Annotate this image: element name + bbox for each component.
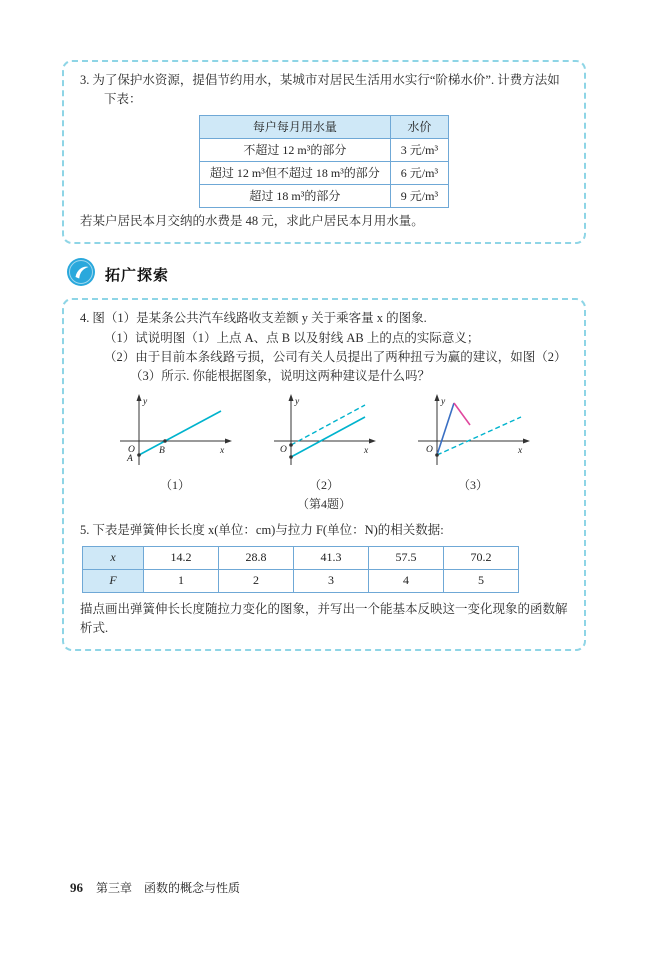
- x-axis-arrow-icon: [225, 438, 232, 443]
- axis-label-y: y: [143, 396, 148, 407]
- x-value-cell: 41.3: [294, 546, 369, 569]
- exercise-box: [62, 60, 586, 244]
- graphs-row: [80, 391, 568, 493]
- problem-4-sub2-cont: 你能根据图象，说明这两种建议是什么吗？: [192, 369, 431, 384]
- price-cell: 9 元/m³: [390, 184, 448, 207]
- original-line-dashed: [437, 417, 521, 455]
- y-axis-arrow-icon: [289, 394, 294, 401]
- y-axis-arrow-icon: [435, 394, 440, 401]
- x-value-cell: 14.2: [144, 546, 219, 569]
- usage-cell: 超过 12 m³但不超过 18 m³的部分: [199, 161, 390, 184]
- revenue-line-ab: [139, 411, 221, 455]
- problem-3-number: 3.: [80, 73, 90, 87]
- table-row: [199, 138, 448, 161]
- explore-icon: [66, 257, 96, 291]
- f-value-cell: 1: [144, 569, 219, 592]
- textbook-page: [0, 60, 648, 895]
- y-axis-arrow-icon: [137, 394, 142, 401]
- price-cell: 6 元/m³: [390, 161, 448, 184]
- f-value-cell: 5: [444, 569, 519, 592]
- point-a-dot: [137, 453, 141, 457]
- problem-5-number: 5.: [80, 523, 90, 538]
- problem-3: [80, 71, 568, 110]
- table-row: [199, 161, 448, 184]
- point-a-label: A: [127, 453, 133, 464]
- problem-4-sub1-text: （1）试说明图（1）上点 A、点 B 以及射线 AB 上的点的实际意义；: [104, 330, 480, 345]
- usage-cell: 超过 18 m³的部分: [199, 184, 390, 207]
- x-axis-arrow-icon: [369, 438, 376, 443]
- problem-5-intro: 下表是弹簧伸长长度 x(单位：cm)与拉力 F(单位：N)的相关数据:: [92, 523, 444, 538]
- section-title: 拓广探索: [105, 266, 170, 284]
- f-value-cell: 4: [369, 569, 444, 592]
- graph-2-plot: [269, 391, 379, 471]
- steep-proposal-line: [437, 403, 454, 455]
- magenta-segment: [454, 403, 470, 425]
- problem-5: [80, 521, 568, 540]
- x-value-cell: 57.5: [369, 546, 444, 569]
- origin-label: O: [128, 444, 135, 455]
- water-table-header-usage: 每户每月用水量: [199, 115, 390, 138]
- problem-4-number: 4.: [80, 311, 90, 326]
- water-price-table: [199, 115, 449, 208]
- axis-label-y: y: [295, 396, 300, 407]
- problem-4-sub1: [80, 329, 568, 348]
- table-row: [199, 184, 448, 207]
- table-row-x: [83, 546, 519, 569]
- x-value-cell: 28.8: [219, 546, 294, 569]
- axis-label-y: y: [441, 396, 446, 407]
- problem-4-intro: 图（1）是某条公共汽车线路收支差额 y 关于乘客量 x 的图象.: [92, 311, 427, 326]
- page-number: 96: [70, 880, 83, 895]
- row-f-header: F: [83, 569, 144, 592]
- water-table-header-price: 水价: [390, 115, 448, 138]
- problem-5-outro-text: 描点画出弹簧伸长长度随拉力变化的图象，并写出一个能基本反映这一变化现象的函数解析式.: [80, 601, 568, 635]
- original-line: [291, 417, 365, 457]
- graph-1-label: （1）: [159, 477, 190, 492]
- point-b-label: B: [159, 445, 165, 456]
- graph-2: [269, 391, 379, 493]
- intercept-dot: [435, 453, 439, 457]
- graph-3-label: （3）: [457, 477, 488, 492]
- point-b-dot: [163, 439, 167, 443]
- origin-label: O: [280, 444, 287, 455]
- problem-4: [80, 309, 568, 328]
- axis-label-x: x: [220, 445, 225, 456]
- f-value-cell: 2: [219, 569, 294, 592]
- usage-cell: 不超过 12 m³的部分: [199, 138, 390, 161]
- new-intercept-dot: [289, 443, 293, 447]
- table-row-f: [83, 569, 519, 592]
- graph-3-plot: [413, 391, 533, 471]
- problem-3-question: [80, 212, 568, 231]
- intercept-dot: [289, 455, 293, 459]
- graph-1: [115, 391, 235, 493]
- explore-box: [62, 298, 586, 651]
- problem-4-sub2-text: （2）由于目前本条线路亏损，公司有关人员提出了两种扭亏为赢的建议，如图（2）（3）所示.: [104, 349, 567, 384]
- graph-3: [413, 391, 533, 493]
- chapter-title: 第三章 函数的概念与性质: [96, 881, 241, 895]
- proposal-line-dashed: [291, 405, 365, 445]
- row-x-header: x: [83, 546, 144, 569]
- graph-2-label: （2）: [308, 477, 339, 492]
- f-value-cell: 3: [294, 569, 369, 592]
- figure-caption: （第4题）: [296, 496, 351, 511]
- axis-label-x: x: [364, 445, 369, 456]
- problem-5-outro: [80, 600, 568, 639]
- x-axis-arrow-icon: [523, 438, 530, 443]
- origin-label: O: [426, 444, 433, 455]
- problem-3-intro: 为了保护水资源，提倡节约用水，某城市对居民生活用水实行“阶梯水价”. 计费方法如下表：: [92, 73, 560, 107]
- axis-label-x: x: [518, 445, 523, 456]
- section-header: [66, 257, 648, 291]
- x-value-cell: 70.2: [444, 546, 519, 569]
- graph-1-plot: [115, 391, 235, 471]
- problem-3-question-text: 若某户居民本月交纳的水费是 48 元，求此户居民本月用水量。: [80, 213, 424, 228]
- water-table-header-row: [199, 115, 448, 138]
- problem-4-sub2: [80, 348, 568, 387]
- spring-data-table: [82, 546, 519, 593]
- price-cell: 3 元/m³: [390, 138, 448, 161]
- page-footer: [70, 879, 240, 896]
